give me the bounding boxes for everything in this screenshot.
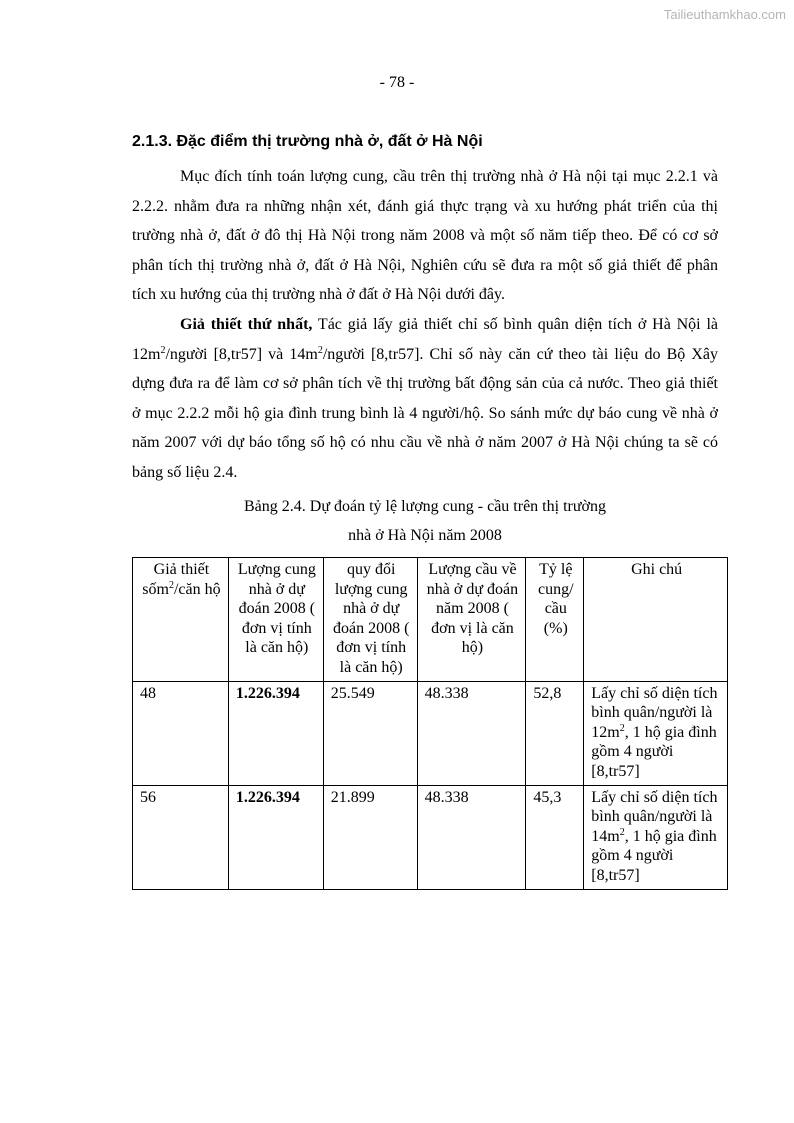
supply-demand-table xyxy=(132,557,728,890)
cell-area: 48 xyxy=(133,681,229,785)
paragraph-purpose xyxy=(132,162,718,310)
section-heading: 2.1.3. Đặc điểm thị trường nhà ở, đất ở Hà Nội xyxy=(132,133,483,150)
text-run: , 1 hộ gia đình gồm 4 người [8,tr57] xyxy=(591,723,717,780)
watermark-text: Tailieuthamkhao.com xyxy=(663,7,786,22)
superscript: 2 xyxy=(317,344,323,356)
cell-supply: 1.226.394 xyxy=(228,785,323,889)
header-supply-demand-ratio: Tỷ lệ cung/ cầu (%) xyxy=(526,558,584,682)
text-run: /người [8,tr57]. Chỉ số này căn cứ theo tài liệu do Bộ Xây dựng đưa ra để làm cơ sở phân tích về thị trường bất động sản của cả nước. Theo giả thiết ở mục 2.2.2 mỗi hộ gia đình trung bình là 4 người/hộ. So sánh mức dự báo cung về nhà ở năm 2007 với dự báo tổng số hộ có nhu cầu về nhà ở năm 2007 ở Hà Nội chúng ta sẽ có bảng số liệu 2.4. xyxy=(132,345,719,481)
cell-demand: 48.338 xyxy=(417,785,526,889)
superscript: 2 xyxy=(619,722,625,734)
table-caption-line: Bảng 2.4. Dự đoán tỷ lệ lượng cung - cầu trên thị trường xyxy=(244,498,606,515)
cell-note xyxy=(584,681,728,785)
superscript: 2 xyxy=(168,579,174,591)
cell-ratio: 45,3 xyxy=(526,785,584,889)
paragraph-text: Mục đích tính toán lượng cung, cầu trên thị trường nhà ở Hà nội tại mục 2.2.1 và 2.2.2. nhằm đưa ra những nhận xét, đánh giá thực trạng và xu hướng phát triển của thị trường nhà ở, đất ở đô thị Hà Nội trong năm 2008 và một số năm tiếp theo. Để có cơ sở phân tích thị trường nhà ở, đất ở Hà Nội, Nghiên cứu sẽ đưa ra một số giả thiết để phân tích xu hướng của thị trường nhà ở đất ở Hà Nội dưới đây. xyxy=(132,168,718,303)
cell-supply: 1.226.394 xyxy=(228,681,323,785)
header-converted-supply: quy đổi lượng cung nhà ở dự đoán 2008 ( đơn vị tính là căn hộ) xyxy=(323,558,417,682)
header-supply-forecast: Lượng cung nhà ở dự đoán 2008 ( đơn vị tính là căn hộ) xyxy=(228,558,323,682)
cell-note xyxy=(584,785,728,889)
text-run: , 1 hộ gia đình gồm 4 người [8,tr57] xyxy=(591,827,717,884)
cell-ratio: 52,8 xyxy=(526,681,584,785)
paragraph-first-assumption xyxy=(132,310,718,487)
text-run: Tác giả lấy giả thiết chỉ số bình quân diện tích ở Hà Nội là 12m xyxy=(132,316,718,363)
cell-area: 56 xyxy=(133,785,229,889)
paragraph-text xyxy=(132,310,718,487)
superscript: 2 xyxy=(619,826,625,838)
table-header-row xyxy=(133,558,728,682)
superscript: 2 xyxy=(160,344,166,356)
table-caption xyxy=(132,492,718,550)
cell-demand: 48.338 xyxy=(417,681,526,785)
table-row xyxy=(133,681,728,785)
table-row xyxy=(133,785,728,889)
text-run: Lấy chỉ số diện tích bình quân/người là 14m xyxy=(591,788,718,845)
header-notes: Ghi chú xyxy=(584,558,728,682)
header-area-per-unit xyxy=(133,558,229,682)
text-run: Lấy chỉ số diện tích bình quân/người là 12m xyxy=(591,684,718,741)
text-run: Giả thiết sốm xyxy=(142,561,210,598)
header-demand-forecast: Lượng cầu về nhà ở dự đoán năm 2008 ( đơn vị là căn hộ) xyxy=(417,558,526,682)
text-run: /người [8,tr57] và 14m xyxy=(165,345,318,363)
table-caption-line: nhà ở Hà Nội năm 2008 xyxy=(348,527,502,544)
cell-converted: 21.899 xyxy=(323,785,417,889)
text-run: /căn hộ xyxy=(173,580,221,598)
cell-converted: 25.549 xyxy=(323,681,417,785)
page-number: - 78 - xyxy=(379,74,415,91)
assumption-lead: Giả thiết thứ nhất, xyxy=(180,316,313,333)
